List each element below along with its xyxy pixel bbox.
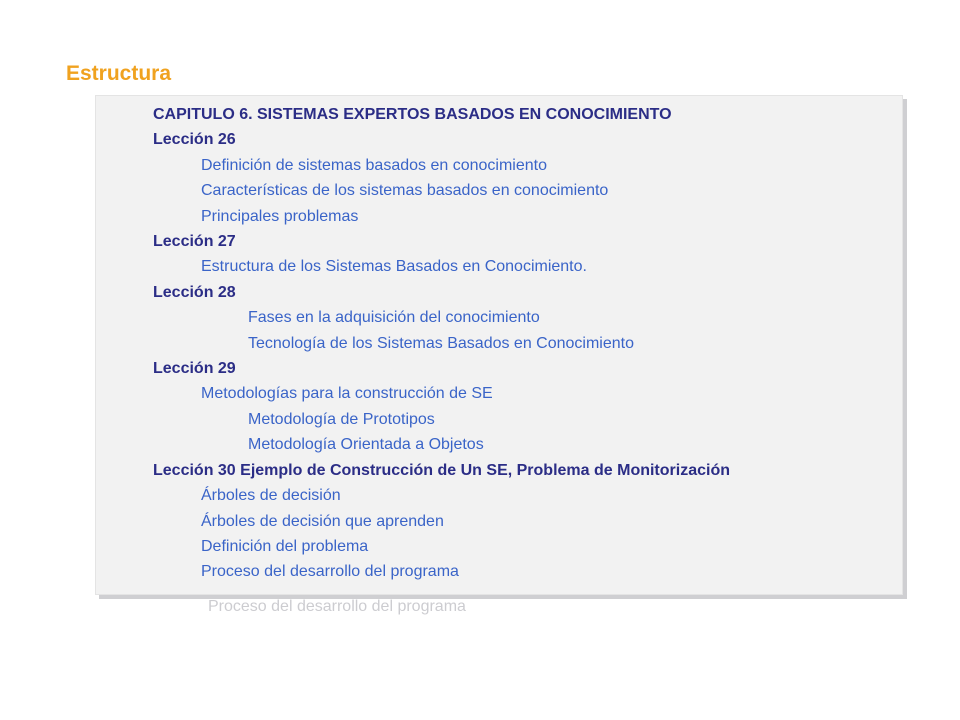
slide-title: Estructura — [66, 62, 172, 85]
topic-item: Estructura de los Sistemas Basados en Conocimiento. — [201, 258, 587, 276]
subtopic-item: Tecnología de los Sistemas Basados en Conocimiento — [248, 334, 634, 352]
topic-item: Proceso del desarrollo del programa — [201, 563, 459, 581]
subtopic-item: Metodología Orientada a Objetos — [248, 436, 484, 454]
lesson-heading: Lección 27 — [153, 233, 236, 251]
lesson-heading: Lección 28 — [153, 283, 236, 301]
chapter-heading: CAPITULO 6. SISTEMAS EXPERTOS BASADOS EN CONOCIMIENTO — [153, 106, 672, 123]
subtopic-item: Metodología de Prototipos — [248, 410, 435, 428]
topic-item: Definición de sistemas basados en conocimiento — [201, 156, 547, 174]
topic-item: Características de los sistemas basados en conocimiento — [201, 182, 609, 200]
reflected-text: Proceso del desarrollo del programa — [208, 598, 466, 615]
subtopic-item: Fases en la adquisición del conocimiento — [248, 309, 540, 327]
lesson-heading: Lección 30 Ejemplo de Construcción de Un SE, Problema de Monitorización — [153, 461, 730, 479]
lesson-heading: Lección 26 — [153, 131, 236, 149]
topic-item: Metodologías para la construcción de SE — [201, 385, 493, 403]
topic-item: Principales problemas — [201, 207, 359, 225]
topic-item: Árboles de decisión que aprenden — [201, 512, 444, 530]
topic-item: Definición del problema — [201, 537, 369, 555]
course-outline — [153, 102, 873, 585]
lesson-heading: Lección 29 — [153, 360, 236, 378]
topic-item: Árboles de decisión — [201, 487, 341, 505]
